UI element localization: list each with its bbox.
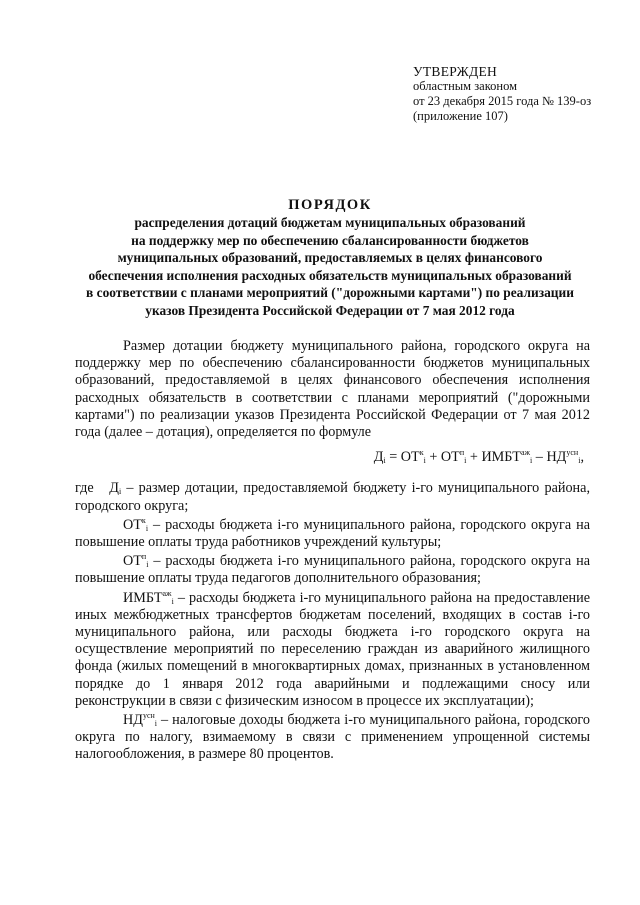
definition-d: где $Д_i$ – размер дотации, предоставляемой бюджету i-го муниципального района, городского округа; — [75, 480, 590, 514]
definition-ot-p: $ОТ^п_i$ – расходы бюджета i-го муниципального района, городского округа на повышение оплаты труда педагогов дополнительного образования; — [75, 552, 590, 587]
approval-law-line: областным законом — [413, 79, 518, 93]
definition-imbt: $ИМБТ^{аж}_i$ – расходы бюджета i-го муниципального района на предоставление иных межбюджетных трансфертов бюджетам поселений, входящих в состав i-го муниципального района, или расходы бюджета i-го городского округа на осуществление мероприятий по переселению граждан из аварийного жилищного фонда (жилых помещений в многоквартирных домах, признанных в установленном порядке до 1 января 2012 года аварийными и подлежащими сносу или реконструкции в связи с физическим износом в процессе их эксплуатации); — [75, 588, 590, 709]
approval-date-line: от 23 декабря 2015 года № 139-оз — [413, 94, 592, 108]
title-main: ПОРЯДОК — [288, 197, 372, 213]
definition-nd: $НД^{усн}_i$ – налоговые доходы бюджета i-го муниципального района, городского округа по налогу, взимаемому в связи с применением упрощенной системы налогообложения, в размере 80 процентов. — [75, 711, 590, 763]
title-line: обеспечения исполнения расходных обязательств муниципальных образований — [88, 267, 572, 283]
title-line: на поддержку мер по обеспечению сбалансированности бюджетов — [131, 232, 529, 248]
title-line: распределения дотаций бюджетам муниципальных образований — [134, 215, 526, 230]
definition-ot-k: $ОТ^к_i$ – расходы бюджета i-го муниципального района, городского округа на повышение оплаты труда работников учреждений культуры; — [75, 515, 590, 551]
document-title — [60, 196, 600, 319]
title-line: указов Президента Российской Федерации от 7 мая 2012 года — [145, 302, 515, 318]
formula-term: Д — [373, 449, 384, 466]
document-body — [75, 338, 590, 766]
approval-heading: УТВЕРЖДЕН — [413, 64, 498, 79]
intro-paragraph: Размер дотации бюджету муниципального района, городского округа на поддержку мер по обеспечению сбалансированности бюджетов муниципальных образований, предоставляемой в целях финансового обеспечения исполнения расходных обязательств в соответствии с планами мероприятий ("дорожными картами") по реализации указов Президента Российской Федерации от 7 мая 2012 года (далее – дотация), определяется по формуле — [75, 338, 590, 441]
approval-stamp — [413, 64, 591, 124]
title-line: муниципальных образований, предоставляемых в целях финансового — [117, 250, 543, 265]
title-line: в соответствии с планами мероприятий ("дорожными картами") по реализации — [86, 285, 574, 300]
approval-annex-line: (приложение 107) — [413, 109, 508, 123]
formula: $Д_i = ОТ^к_i + ОТ^п_i$ + $ИМБТ^{аж}_i - НД^{усн}_i$, — [373, 448, 584, 466]
where-word: где — [75, 480, 94, 497]
